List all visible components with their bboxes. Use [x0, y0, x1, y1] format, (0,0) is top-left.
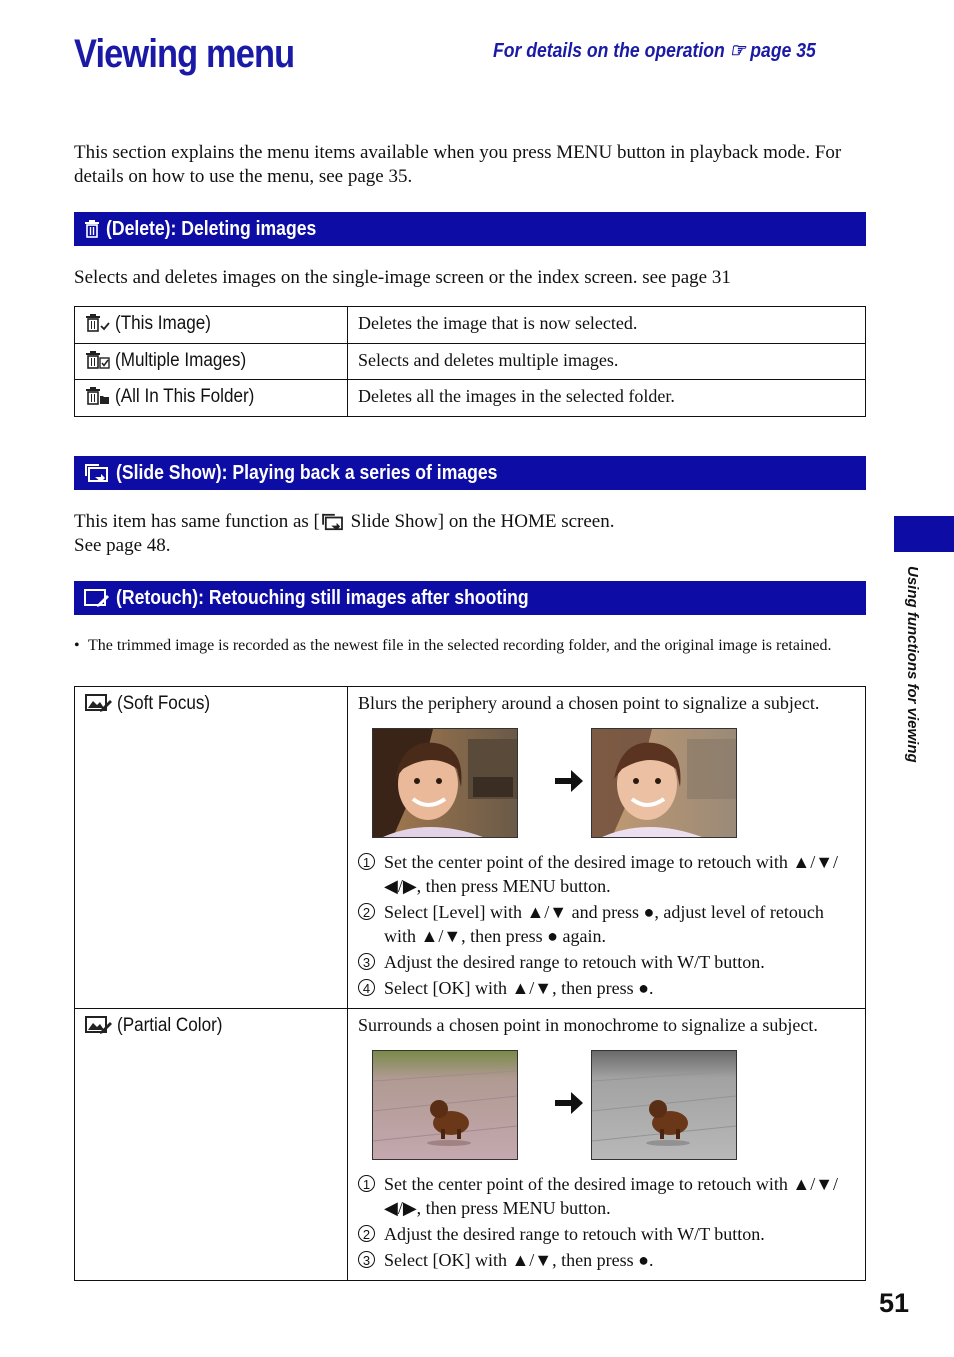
list-item: 1 Set the center point of the desired image to retouch with ▲/▼/◀/▶, then press MENU button.: [358, 1172, 855, 1220]
sidebar-section-label: Using functions for viewing: [904, 566, 921, 763]
option-all-in-folder-desc: Deletes all the images in the selected folder.: [348, 380, 866, 417]
list-item: 4 Select [OK] with ▲/▼, then press ●.: [358, 976, 855, 1000]
slideshow-icon: [84, 463, 110, 483]
retouch-icon: [84, 588, 110, 608]
intro-paragraph: This section explains the menu items available when you press MENU button in playback mode. For details on how to use the menu, see page 35.: [74, 142, 842, 187]
slideshow-inline-icon: [320, 513, 346, 531]
delete-folder-icon: [85, 386, 111, 406]
delete-this-image-icon: [85, 313, 111, 333]
option-this-image: (This Image): [75, 307, 348, 344]
table-row: [75, 307, 866, 344]
delete-description: Selects and deletes images on the single-image screen or the index screen. see page 31: [74, 267, 731, 288]
delete-heading-text: (Delete): Deleting images: [106, 217, 317, 240]
delete-multiple-images-icon: [85, 350, 111, 370]
option-all-in-folder: (All In This Folder): [75, 380, 348, 417]
option-this-image-desc: Deletes the image that is now selected.: [348, 307, 866, 344]
partial-color-icon: [85, 1015, 113, 1035]
partial-color-details: [348, 1009, 866, 1281]
soft-focus-description: Blurs the periphery around a chosen point to signalize a subject.: [358, 693, 820, 713]
table-row: [75, 380, 866, 417]
slideshow-heading-text: (Slide Show): Playing back a series of images: [116, 461, 498, 484]
partial-color-steps: [358, 1172, 855, 1272]
soft-focus-icon: [85, 693, 113, 713]
partial-color-description: Surrounds a chosen point in monochrome to signalize a subject.: [358, 1015, 818, 1035]
retouch-section-heading: [74, 581, 866, 615]
delete-options-table: [74, 306, 866, 417]
soft-focus-details: [348, 687, 866, 1009]
option-multiple-images-desc: Selects and deletes multiple images.: [348, 344, 866, 380]
list-item: 2 Select [Level] with ▲/▼ and press ●, adjust level of retouch with ▲/▼, then press ● again.: [358, 900, 855, 948]
soft-focus-steps: [358, 850, 855, 1000]
option-multiple-images: (Multiple Images): [75, 344, 348, 380]
soft-focus-before-image: [372, 728, 518, 838]
list-item: 3 Adjust the desired range to retouch with W/T button.: [358, 950, 855, 974]
arrow-right-icon: [553, 768, 585, 794]
trash-icon: [84, 220, 100, 238]
partial-color-after-image: [591, 1050, 737, 1160]
retouch-note: • The trimmed image is recorded as the newest file in the selected recording folder, and the original image is retained.: [74, 637, 832, 654]
arrow-right-icon: [553, 1090, 585, 1116]
list-item: 3 Select [OK] with ▲/▼, then press ●.: [358, 1248, 855, 1272]
slideshow-section-heading: [74, 456, 866, 490]
table-row: [75, 1009, 866, 1281]
retouch-heading-text: (Retouch): Retouching still images after shooting: [116, 586, 529, 609]
table-row: [75, 344, 866, 380]
page-title: Viewing menu: [74, 32, 295, 76]
list-item: 2 Adjust the desired range to retouch with W/T button.: [358, 1222, 855, 1246]
operation-reference: For details on the operation ☞ page 35: [493, 40, 816, 62]
list-item: 1 Set the center point of the desired image to retouch with ▲/▼/◀/▶, then press MENU button.: [358, 850, 855, 898]
page-number: 51: [879, 1288, 910, 1318]
retouch-options-table: [74, 686, 866, 1281]
delete-section-heading: [74, 212, 866, 246]
option-partial-color: (Partial Color): [75, 1009, 348, 1281]
soft-focus-after-image: [591, 728, 737, 838]
partial-color-before-image: [372, 1050, 518, 1160]
slideshow-description: This item has same function as [ Slide Show] on the HOME screen. See page 48.: [74, 511, 615, 556]
section-tab-marker: [894, 516, 954, 552]
table-row: [75, 687, 866, 1009]
option-soft-focus: (Soft Focus): [75, 687, 348, 1009]
